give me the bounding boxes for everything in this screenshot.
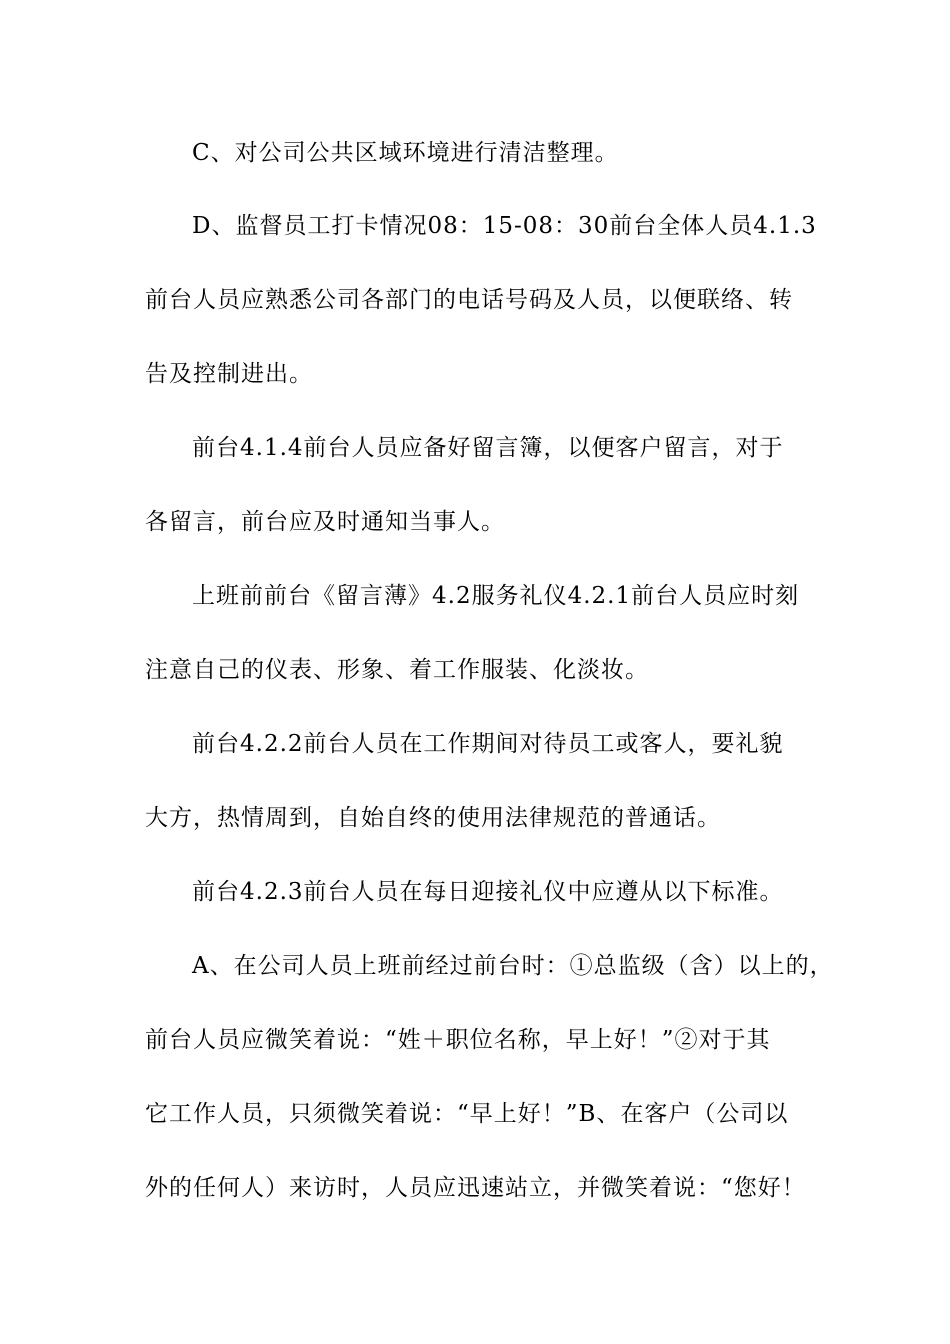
text-line: 它工作人员，只须微笑着说：“早上好！”B、在客户（公司以	[145, 1101, 789, 1127]
text-line: 前台4.2.2前台人员在工作期间对待员工或客人，要礼貌	[192, 731, 784, 757]
text-line: 注意自己的仪表、形象、着工作服装、化淡妆。	[145, 657, 649, 683]
text-line: 前台4.1.4前台人员应备好留言簿，以便客户留言，对于	[192, 435, 784, 461]
text-line: 前台人员应微笑着说：“姓＋职位名称，早上好！”②对于其	[145, 1027, 771, 1053]
text-line: 前台4.2.3前台人员在每日迎接礼仪中应遵从以下标准。	[192, 879, 784, 905]
text-line: A、在公司人员上班前经过前台时：①总监级（含）以上的，	[192, 953, 834, 979]
text-line: C、对公司公共区域环境进行清洁整理。	[192, 140, 619, 166]
text-line: 上班前前台《留言薄》4.2服务礼仪4.2.1前台人员应时刻	[192, 583, 800, 609]
text-line: 告及控制进出。	[145, 361, 313, 387]
text-line: 前台人员应熟悉公司各部门的电话号码及人员，以便联络、转	[145, 287, 793, 313]
text-line: 各留言，前台应及时通知当事人。	[145, 509, 505, 535]
text-line: 外的任何人）来访时，人员应迅速站立，并微笑着说：“您好！	[145, 1175, 806, 1201]
text-line: D、监督员工打卡情况08：15-08：30前台全体人员4.1.3	[192, 213, 817, 239]
text-line: 大方，热情周到，自始自终的使用法律规范的普通话。	[145, 805, 721, 831]
